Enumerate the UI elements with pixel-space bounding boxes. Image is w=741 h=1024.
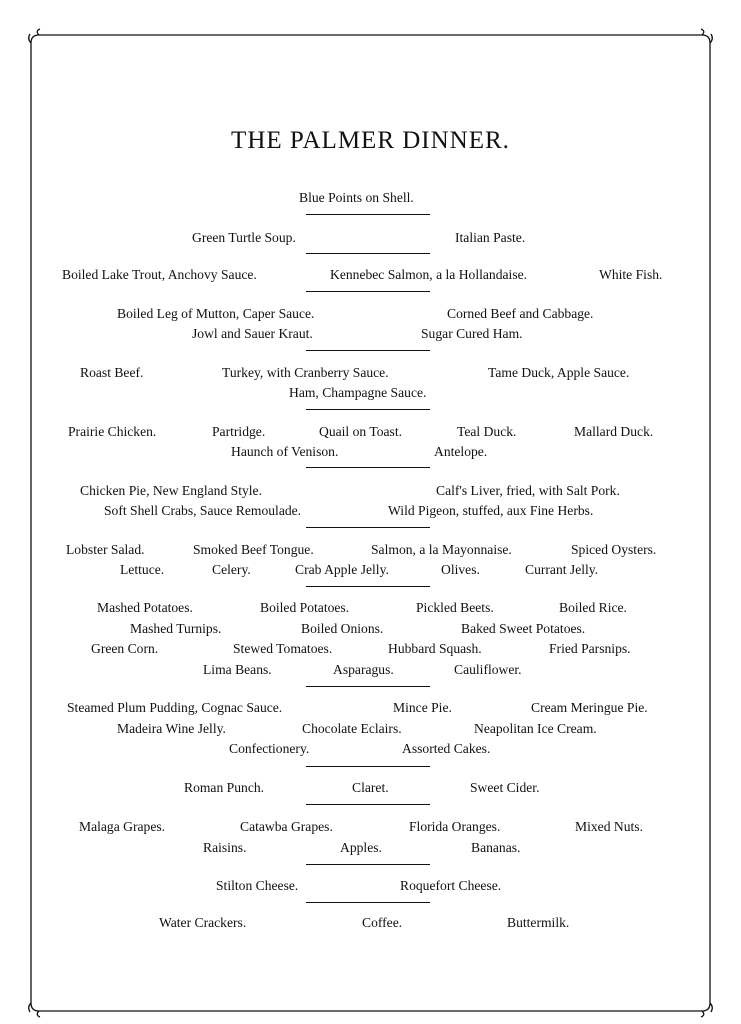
menu-item-italian-paste: Italian Paste. <box>455 230 526 245</box>
menu-item-corned-beef: Corned Beef and Cabbage. <box>447 306 594 321</box>
menu-item-jowl: Jowl and Sauer Kraut. <box>192 326 313 341</box>
menu-item-apples: Apples. <box>340 840 382 855</box>
course-divider <box>306 804 430 805</box>
menu-item-green-corn: Green Corn. <box>91 641 159 656</box>
menu-item-pickled-beets: Pickled Beets. <box>416 600 494 615</box>
menu-item-water-crackers: Water Crackers. <box>159 915 247 930</box>
menu-item-sweet-cider: Sweet Cider. <box>470 780 540 795</box>
course-divider <box>306 467 430 468</box>
menu-item-claret: Claret. <box>352 780 389 795</box>
course-divider <box>306 864 430 865</box>
course-divider <box>306 253 430 254</box>
course-divider <box>306 409 430 410</box>
menu-item-champagne-ham: Ham, Champagne Sauce. <box>289 385 427 400</box>
course-divider <box>306 350 430 351</box>
menu-item-crab-apple-jelly: Crab Apple Jelly. <box>295 562 389 577</box>
menu-item-mutton: Boiled Leg of Mutton, Caper Sauce. <box>117 306 315 321</box>
menu-item-lettuce: Lettuce. <box>120 562 165 577</box>
menu-item-celery: Celery. <box>212 562 251 577</box>
menu-item-antelope: Antelope. <box>434 444 488 459</box>
menu-item-chocolate-eclairs: Chocolate Eclairs. <box>302 721 402 736</box>
menu-item-salmon-mayonnaise: Salmon, a la Mayonnaise. <box>371 542 512 557</box>
menu-item-spiced-oysters: Spiced Oysters. <box>571 542 657 557</box>
menu-item-sugar-ham: Sugar Cured Ham. <box>421 326 523 341</box>
course-divider <box>306 291 430 292</box>
menu-item-kennebec-salmon: Kennebec Salmon, a la Hollandaise. <box>330 267 528 282</box>
menu-item-baked-sweet-potatoes: Baked Sweet Potatoes. <box>461 621 586 636</box>
menu-item-raisins: Raisins. <box>203 840 247 855</box>
course-divider <box>306 527 430 528</box>
course-divider <box>306 766 430 767</box>
menu-item-neapolitan-ice-cream: Neapolitan Ice Cream. <box>474 721 597 736</box>
menu-item-roman-punch: Roman Punch. <box>184 780 265 795</box>
menu-item-mixed-nuts: Mixed Nuts. <box>575 819 643 834</box>
menu-item-white-fish: White Fish. <box>599 267 663 282</box>
menu-item-tame-duck: Tame Duck, Apple Sauce. <box>488 365 630 380</box>
menu-title: THE PALMER DINNER. <box>231 127 510 154</box>
menu-item-calfs-liver: Calf's Liver, fried, with Salt Pork. <box>436 483 620 498</box>
menu-item-boiled-rice: Boiled Rice. <box>559 600 627 615</box>
menu-item-beef-tongue: Smoked Beef Tongue. <box>193 542 314 557</box>
menu-item-madeira-jelly: Madeira Wine Jelly. <box>117 721 226 736</box>
menu-item-bananas: Bananas. <box>471 840 521 855</box>
menu-item-boiled-onions: Boiled Onions. <box>301 621 384 636</box>
menu-item-hubbard-squash: Hubbard Squash. <box>388 641 482 656</box>
menu-item-coffee: Coffee. <box>362 915 403 930</box>
menu-item-turkey: Turkey, with Cranberry Sauce. <box>222 365 389 380</box>
menu-item-venison: Haunch of Venison. <box>231 444 339 459</box>
menu-item-prairie-chicken: Prairie Chicken. <box>68 424 157 439</box>
menu-item-partridge: Partridge. <box>212 424 266 439</box>
menu-item-plum-pudding: Steamed Plum Pudding, Cognac Sauce. <box>67 700 283 715</box>
course-divider <box>306 586 430 587</box>
menu-item-roquefort: Roquefort Cheese. <box>400 878 502 893</box>
course-divider <box>306 902 430 903</box>
menu-item-roast-beef: Roast Beef. <box>80 365 144 380</box>
menu-item-teal-duck: Teal Duck. <box>457 424 517 439</box>
menu-item-mallard-duck: Mallard Duck. <box>574 424 654 439</box>
menu-item-lima-beans: Lima Beans. <box>203 662 272 677</box>
menu-item-lake-trout: Boiled Lake Trout, Anchovy Sauce. <box>62 267 257 282</box>
menu-item-wild-pigeon: Wild Pigeon, stuffed, aux Fine Herbs. <box>388 503 594 518</box>
menu-item-assorted-cakes: Assorted Cakes. <box>402 741 491 756</box>
menu-item-currant-jelly: Currant Jelly. <box>525 562 599 577</box>
menu-item-meringue-pie: Cream Meringue Pie. <box>531 700 648 715</box>
menu-item-buttermilk: Buttermilk. <box>507 915 570 930</box>
menu-item-asparagus: Asparagus. <box>333 662 394 677</box>
menu-item-lobster-salad: Lobster Salad. <box>66 542 145 557</box>
menu-item-mince-pie: Mince Pie. <box>393 700 452 715</box>
menu-item-quail: Quail on Toast. <box>319 424 402 439</box>
menu-item-soft-shell-crabs: Soft Shell Crabs, Sauce Remoulade. <box>104 503 302 518</box>
menu-item-blue-points: Blue Points on Shell. <box>299 190 414 205</box>
menu-item-stewed-tomatoes: Stewed Tomatoes. <box>233 641 333 656</box>
menu-item-malaga-grapes: Malaga Grapes. <box>79 819 166 834</box>
menu-item-fried-parsnips: Fried Parsnips. <box>549 641 631 656</box>
menu-item-boiled-potatoes: Boiled Potatoes. <box>260 600 350 615</box>
menu-item-olives: Olives. <box>441 562 480 577</box>
course-divider <box>306 214 430 215</box>
menu-item-turtle-soup: Green Turtle Soup. <box>192 230 296 245</box>
menu-item-catawba-grapes: Catawba Grapes. <box>240 819 333 834</box>
course-divider <box>306 686 430 687</box>
menu-item-mashed-potatoes: Mashed Potatoes. <box>97 600 193 615</box>
menu-item-florida-oranges: Florida Oranges. <box>409 819 501 834</box>
menu-item-cauliflower: Cauliflower. <box>454 662 522 677</box>
menu-item-mashed-turnips: Mashed Turnips. <box>130 621 222 636</box>
menu-item-stilton: Stilton Cheese. <box>216 878 299 893</box>
menu-item-confectionery: Confectionery. <box>229 741 310 756</box>
menu-item-chicken-pie: Chicken Pie, New England Style. <box>80 483 262 498</box>
